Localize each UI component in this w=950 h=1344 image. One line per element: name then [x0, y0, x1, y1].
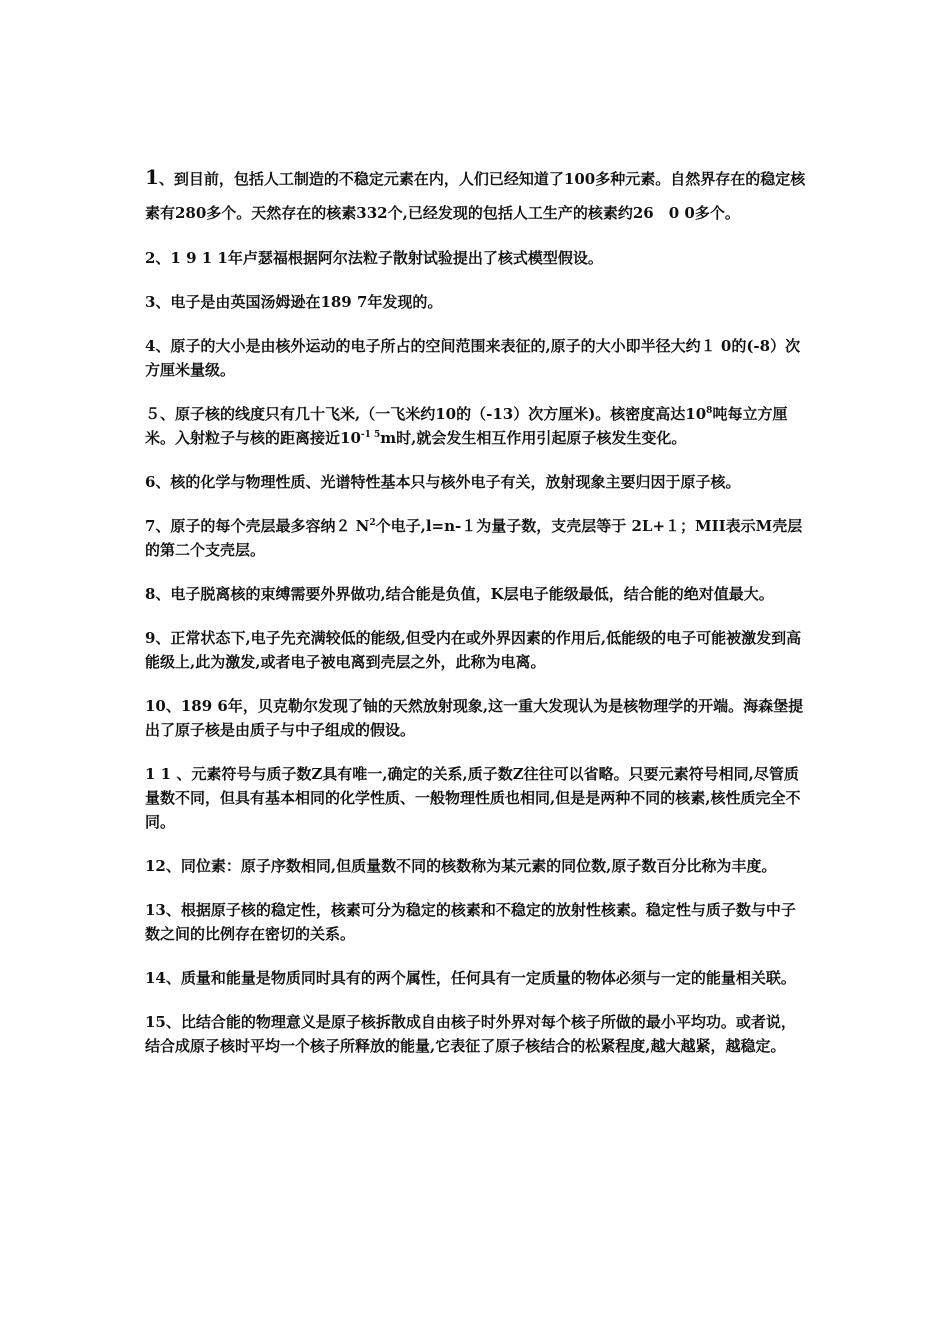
- paragraph-12: 12、同位素：原子序数相同,但质量数不同的核数称为某元素的同位数,原子数百分比称为丰度。: [145, 857, 777, 875]
- paragraph-1-text: 、到目前，包括人工制造的不稳定元素在内，人们已经知道了100多种元素。自然界存在的稳定核素有280多个。天然存在的核素332个,已经发现的包括人工生产的核素约26 0 0多个。: [145, 170, 806, 222]
- paragraph-5-text-a: ５、原子核的线度只有几十飞米,（一飞米约10的（-13）次方厘米)。核密度高达10: [145, 405, 707, 423]
- paragraph-5-text-c: m时,就会发生相互作用引起原子核发生变化。: [380, 429, 687, 447]
- document-body: [145, 160, 810, 1078]
- paragraph-7: [145, 514, 810, 562]
- paragraph-5-text-b: 吨每立方厘米。入射粒子与核的距离接近10: [145, 405, 788, 447]
- paragraph-1: [145, 160, 810, 230]
- paragraph-11: 1 1 、元素符号与质子数Z具有唯一,确定的关系,质子数Z往往可以省略。只要元素符号相同,尽管质量数不同，但具有基本相同的化学性质、一般物理性质也相同,但是是两种不同的核素,核性质完全不同。: [145, 765, 801, 831]
- paragraph-6: 6、核的化学与物理性质、光谱特性基本只与核外电子有关，放射现象主要归因于原子核。: [145, 473, 741, 491]
- paragraph-4: 4、原子的大小是由核外运动的电子所占的空间范围来表征的,原子的大小即半径大约１ 0的(-8）次方厘米量级。: [145, 337, 801, 379]
- paragraph-13: 13、根据原子核的稳定性，核素可分为稳定的核素和不稳定的放射性核素。稳定性与质子数与中子数之间的比例存在密切的关系。: [145, 901, 796, 943]
- paragraph-1-number: 1: [145, 165, 159, 189]
- paragraph-15: 15、比结合能的物理意义是原子核拆散成自由核子时外界对每个核子所做的最小平均功。或者说，结合成原子核时平均一个核子所释放的能量,它表征了原子核结合的松紧程度,越大越紧，越稳定。: [145, 1013, 796, 1055]
- paragraph-3: 3、电子是由英国汤姆逊在189 7年发现的。: [145, 293, 443, 311]
- paragraph-7-superscript: 2: [369, 518, 376, 528]
- paragraph-9: 9、正常状态下,电子先充满较低的能级,但受内在或外界因素的作用后,低能级的电子可能被激发到高能级上,此为激发,或者电子被电离到壳层之外，此称为电离。: [145, 629, 802, 671]
- paragraph-8: 8、电子脱离核的束缚需要外界做功,结合能是负值，K层电子能级最低，结合能的绝对值最大。: [145, 585, 774, 603]
- paragraph-5-superscript-a: 8: [706, 406, 713, 416]
- paragraph-7-text-a: 7、原子的每个壳层最多容纳２ N: [145, 517, 370, 535]
- paragraph-7-text-b: 个电子,l=n-１为量子数，支壳层等于 2L+１；MII表示M壳层的第二个支壳层。: [145, 517, 803, 559]
- paragraph-5: [145, 402, 810, 450]
- paragraph-2: 2、1 9 1 1年卢瑟福根据阿尔法粒子散射试验提出了核式模型假设。: [145, 249, 603, 267]
- paragraph-10: 10、189 6年，贝克勒尔发现了铀的天然放射现象,这一重大发现认为是核物理学的开端。海森堡提出了原子核是由质子与中子组成的假设。: [145, 697, 804, 739]
- paragraph-14: 14、质量和能量是物质同时具有的两个属性，任何具有一定质量的物体必须与一定的能量相关联。: [145, 969, 796, 987]
- paragraph-5-superscript-b: -1 5: [360, 430, 381, 440]
